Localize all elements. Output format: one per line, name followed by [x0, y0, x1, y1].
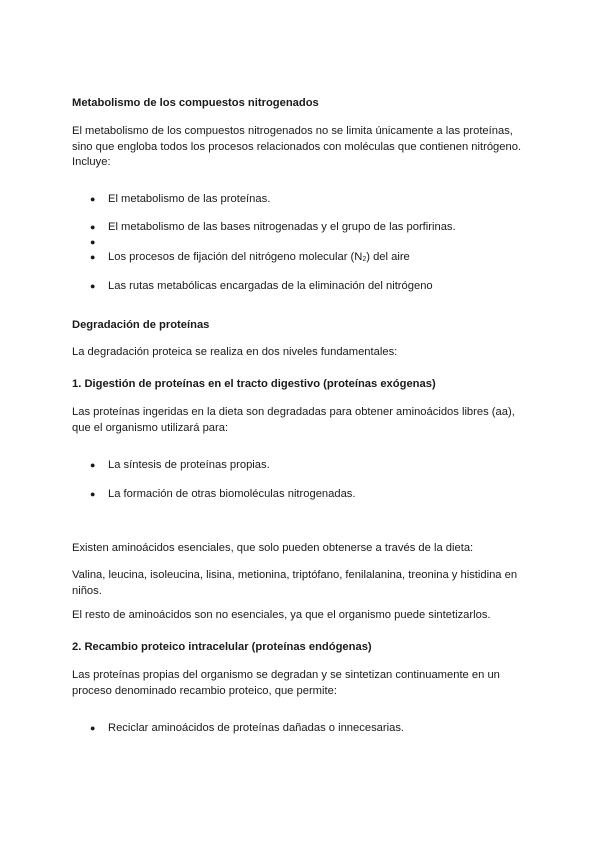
list-item-text: Reciclar aminoácidos de proteínas dañadas o innecesarias. — [108, 722, 405, 734]
paragraph-recambio-intro: Las proteínas propias del organismo se degradan y se sintetizan continuamente en un proceso denominado recambio proteico, que permite: — [72, 669, 500, 697]
paragraph-digestion-intro: Las proteínas ingeridas en la dieta son degradadas para obtener aminoácidos libres (aa), que el organismo utilizará para: — [72, 406, 515, 434]
section-title-metabolismo: Metabolismo de los compuestos nitrogenados — [72, 97, 319, 109]
paragraph-metabolismo-intro: El metabolismo de los compuestos nitrogenados no se limita únicamente a las proteínas, sino que engloba todos los procesos relacionados con moléculas que contienen nitrógeno. Incluye: — [72, 125, 522, 168]
subsection-title-digestion: 1. Digestión de proteínas en el tracto digestivo (proteínas exógenas) — [72, 378, 436, 390]
list-item-text: La formación de otras biomoléculas nitrogenadas. — [108, 488, 356, 500]
n2-subscript: 2 — [362, 256, 367, 263]
paragraph-nonessential: El resto de aminoácidos son no esenciales, ya que el organismo puede sintetizarlos. — [72, 609, 491, 621]
section-title-degradacion: Degradación de proteínas — [72, 319, 210, 331]
paragraph-degradacion-intro: La degradación proteica se realiza en dos niveles fundamentales: — [72, 346, 398, 358]
paragraph-essential-list: Valina, leucina, isoleucina, lisina, metionina, triptófano, fenilalanina, treonina y histidina en niños. — [72, 569, 518, 597]
bullet-icon: ● — [90, 222, 96, 232]
bullet-icon: ● — [90, 237, 96, 247]
bullet-icon: ● — [90, 723, 96, 733]
list-item-text-main: Los procesos de fijación del nitrógeno molecular (N — [108, 251, 363, 263]
list-item-text-suffix: ) del aire — [366, 251, 410, 263]
paragraph-essential-intro: Existen aminoácidos esenciales, que solo pueden obtenerse a través de la dieta: — [72, 542, 474, 554]
bullet-icon: ● — [90, 460, 96, 470]
list-item-text: La síntesis de proteínas propias. — [108, 459, 270, 471]
list-item-text: El metabolismo de las proteínas. — [108, 193, 271, 205]
bullet-icon: ● — [90, 194, 96, 204]
list-item-text: Las rutas metabólicas encargadas de la eliminación del nitrógeno — [108, 280, 433, 292]
list-item-text: El metabolismo de las bases nitrogenadas y el grupo de las porfirinas. — [108, 221, 456, 233]
subsection-title-recambio: 2. Recambio proteico intracelular (proteínas endógenas) — [72, 641, 372, 653]
list-item-text — [108, 250, 410, 268]
bullet-icon: ● — [90, 489, 96, 499]
bullet-icon: ● — [90, 252, 96, 262]
bullet-icon: ● — [90, 281, 96, 291]
